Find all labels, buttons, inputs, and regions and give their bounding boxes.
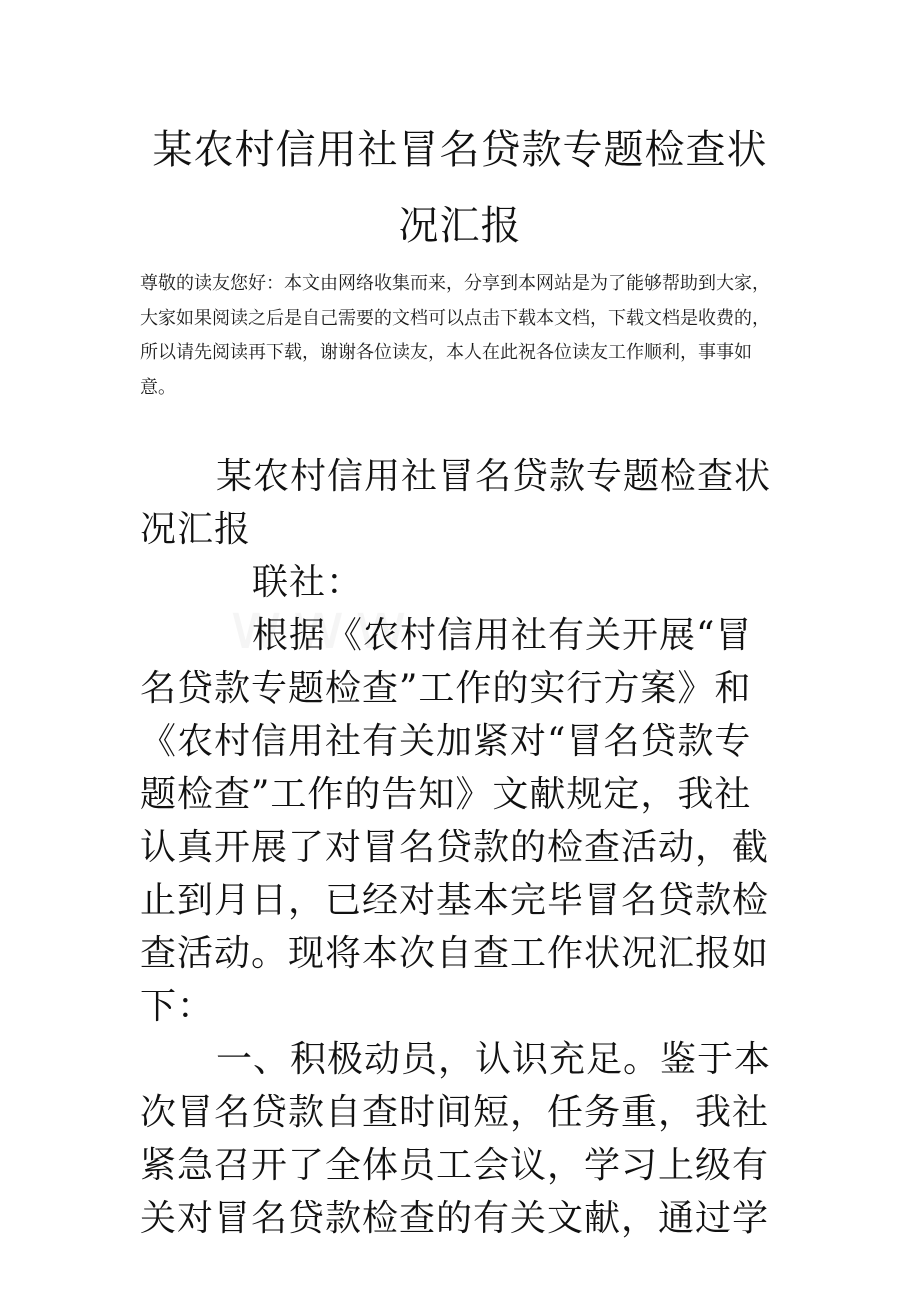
paragraph-1: 根据《农村信用社有关开展“冒名贷款专题检查”工作的实行方案》和《农村信用社有关加紧对“冒名贷款专题检查”工作的告知》文献规定，我社认真开展了对冒名贷款的检查活动，截止到月日，已经对基本完毕冒名贷款检查活动。现将本次自查工作状况汇报如下：: [140, 615, 770, 1027]
document-title: 某农村信用社冒名贷款专题检查状况汇报: [152, 127, 768, 249]
reader-notice: 尊敬的读友您好：本文由网络收集而来，分享到本网站是为了能够帮助到大家，大家如果阅读之后是自己需要的文档可以点击下载本文档，下载文档是收费的，所以请先阅读再下载，谢谢各位读友，本人在此祝各位读友工作顺利，事事如意。: [140, 273, 770, 398]
salutation: 联社：: [252, 562, 364, 603]
document-body: [140, 450, 780, 1245]
body-heading: 某农村信用社冒名贷款专题检查状况汇报: [140, 456, 772, 550]
paragraph-2: 一、积极动员，认识充足。鉴于本次冒名贷款自查时间短，任务重，我社紧急召开了全体员工会议，学习上级有关对冒名贷款检查的有关文献，通过学: [140, 1039, 772, 1239]
